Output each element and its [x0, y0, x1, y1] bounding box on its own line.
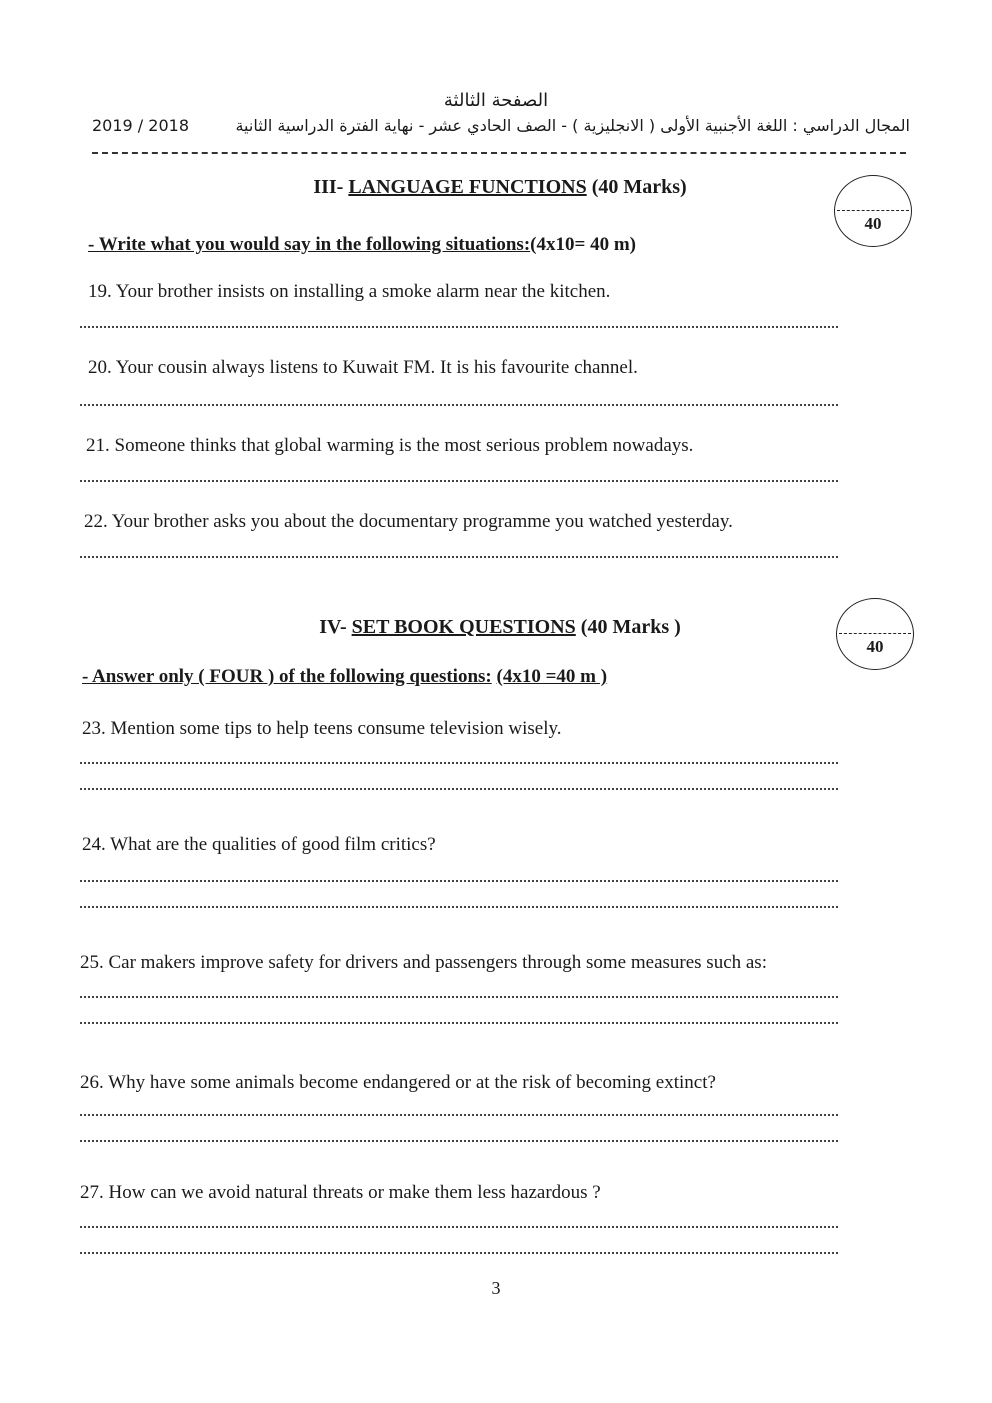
answer-line[interactable]	[80, 1022, 838, 1024]
section-3-title: III- LANGUAGE FUNCTIONS (40 Marks)	[313, 176, 687, 198]
question-27: 27. How can we avoid natural threats or make them less hazardous ?	[80, 1182, 601, 1203]
answer-line[interactable]	[80, 556, 838, 558]
question-21: 21. Someone thinks that global warming is the most serious problem nowadays.	[86, 435, 694, 456]
question-23: 23. Mention some tips to help teens consume television wisely.	[82, 718, 562, 739]
answer-line[interactable]	[80, 1140, 838, 1142]
question-24: 24. What are the qualities of good film critics?	[82, 834, 436, 855]
answer-line[interactable]	[80, 906, 838, 908]
answer-line[interactable]	[80, 1114, 838, 1116]
section-4-title: IV- SET BOOK QUESTIONS (40 Marks )	[319, 616, 681, 638]
answer-line[interactable]	[80, 880, 838, 882]
answer-line[interactable]	[80, 1226, 838, 1228]
question-25: 25. Car makers improve safety for drivers and passengers through some measures such as:	[80, 952, 767, 973]
question-26: 26. Why have some animals become endangered or at the risk of becoming extinct?	[80, 1072, 716, 1093]
answer-line[interactable]	[80, 404, 838, 406]
subject-line: المجال الدراسي : اللغة الأجنبية الأولى ( الانجليزية ) - الصف الحادي عشر - نهاية الفترة الدراسية الثانية	[235, 116, 910, 135]
header-divider	[92, 152, 906, 154]
section-4-score: 40	[866, 637, 884, 656]
answer-line[interactable]	[80, 996, 838, 998]
section-3-score-box	[834, 175, 912, 247]
answer-line[interactable]	[80, 788, 838, 790]
answer-line[interactable]	[80, 762, 838, 764]
answer-line[interactable]	[80, 326, 838, 328]
section-4-instruction: - Answer only ( FOUR ) of the following questions: (4x10 =40 m )	[82, 666, 608, 687]
answer-line[interactable]	[80, 480, 838, 482]
answer-line[interactable]	[80, 1252, 838, 1254]
section-3-instruction: - Write what you would say in the following situations:(4x10= 40 m)	[88, 234, 636, 255]
page-label: الصفحة الثالثة	[443, 90, 549, 111]
question-20: 20. Your cousin always listens to Kuwait FM. It is his favourite channel.	[88, 357, 638, 378]
question-19: 19. Your brother insists on installing a smoke alarm near the kitchen.	[88, 281, 611, 302]
page-number: 3	[491, 1278, 501, 1298]
question-22: 22. Your brother asks you about the documentary programme you watched yesterday.	[84, 511, 733, 532]
section-3-score: 40	[864, 214, 882, 233]
academic-year: 2019 / 2018	[92, 116, 189, 135]
section-4-score-box	[836, 598, 914, 670]
